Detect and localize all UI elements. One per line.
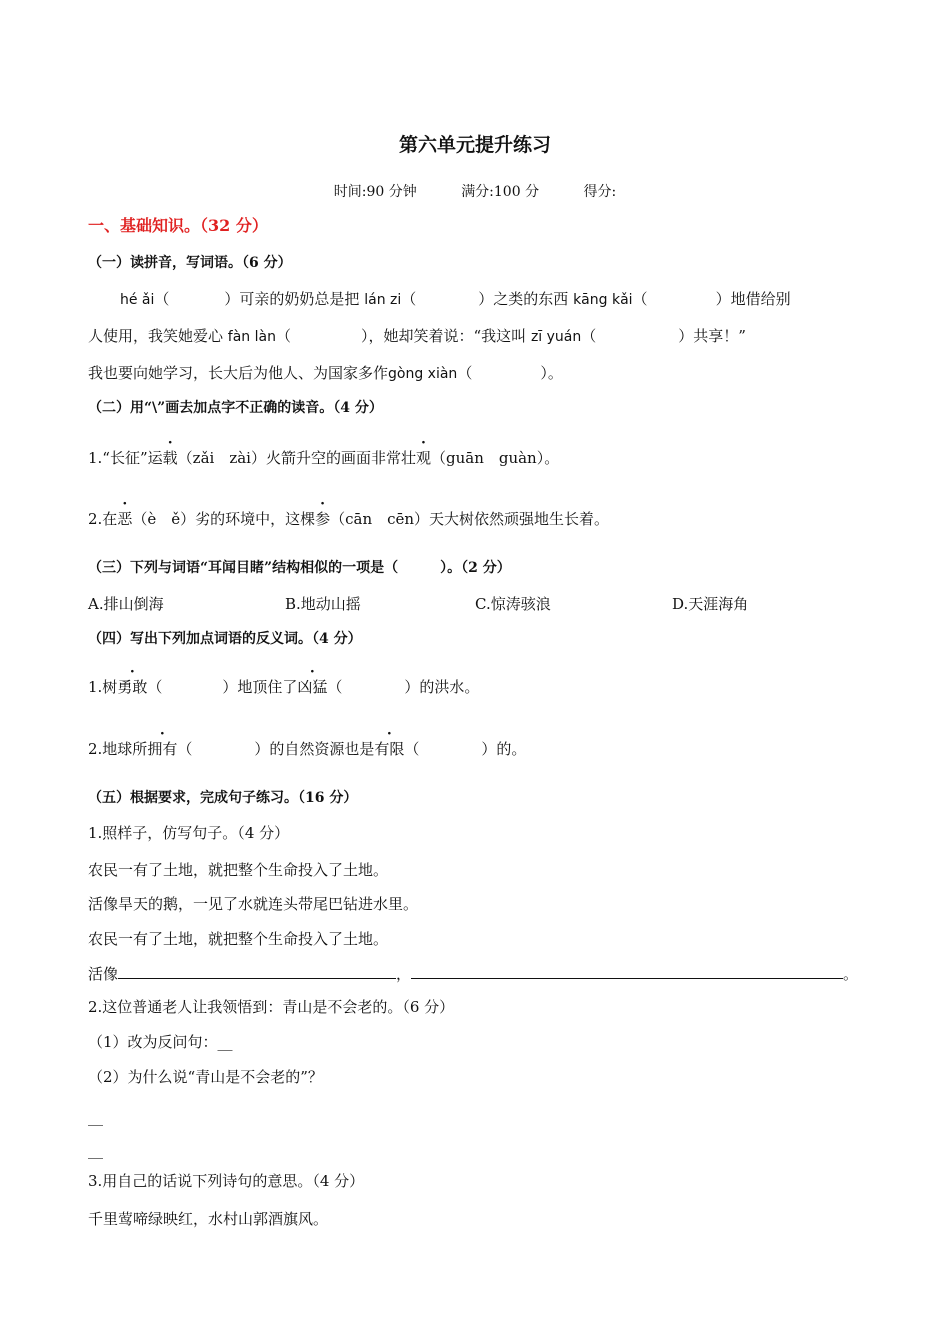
text: ），她却笑着说：“我这叫 — [361, 327, 527, 345]
q5-sub1: 1.照样子，仿写句子。（4 分） — [88, 824, 290, 842]
exam-meta — [0, 181, 950, 201]
pinyin: fàn làn — [227, 329, 276, 345]
example-sentence: 农民一有了土地，就把整个生命投入了土地。 — [88, 861, 389, 879]
dotted-char: 观 — [415, 449, 431, 467]
q2-heading: （二）用“\”画去加点字不正确的读音。（4 分） — [88, 400, 383, 416]
text: ）。 — [540, 364, 563, 382]
dotted-char: 载 — [162, 449, 178, 467]
text: 我也要向她学习，长大后为他人、为国家多作 — [88, 364, 389, 382]
pinyin: zī yuán — [530, 329, 582, 345]
option-b[interactable]: B.地动山摇 — [285, 595, 361, 613]
text: ）地顶住了 — [222, 678, 298, 696]
q4-heading: （四）写出下列加点词语的反义词。（4 分） — [88, 631, 362, 647]
page-title: 第六单元提升练习 — [398, 134, 551, 156]
dotted-word: 勇敢 — [117, 678, 148, 696]
q2-line2 — [88, 509, 609, 529]
q1-heading: （一）读拼音，写词语。（6 分） — [88, 255, 292, 271]
dotted-word: 拥有 — [147, 740, 178, 758]
pinyin: kāng kǎi — [573, 292, 633, 308]
dotted-word: 有限 — [374, 740, 405, 758]
dotted-word: 凶猛 — [297, 678, 328, 696]
dotted-char: 参 — [315, 510, 331, 528]
text: （cān cēn）天大树依然顽强地生长着。 — [330, 510, 610, 528]
text: 1.树 — [88, 678, 118, 696]
text: 1.“长征”运 — [88, 449, 163, 467]
poem-line: 千里莺啼绿映红，水村山郭酒旗风。 — [88, 1210, 329, 1228]
text: 2.地球所 — [88, 740, 148, 758]
text: ）的自然资源也是 — [254, 740, 375, 758]
section-heading: 一、基础知识。（32 分） — [88, 216, 268, 235]
q1-line1: hé ǎi（ ）可亲的奶奶总是把 lán zi（ ）之类的东西 kāng kǎi（ ）地借给别 — [120, 290, 791, 308]
text: 活像 — [88, 965, 119, 983]
time-limit: 时间:90 分钟 — [333, 184, 417, 200]
q1-line3: 我也要向她学习，长大后为他人、为国家多作gòng xiàn（ ）。 — [88, 364, 563, 382]
answer-blank[interactable] — [118, 963, 396, 979]
answer-blank[interactable]: __ — [88, 1141, 103, 1159]
fill-line — [88, 963, 858, 984]
q4-line2: 2.地球所拥有（ ）的自然资源也是有限（ ）的。 — [88, 740, 527, 758]
score-field: 得分: — [583, 184, 617, 200]
answer-blank[interactable] — [411, 963, 843, 979]
option-a[interactable]: A.排山倒海 — [88, 595, 164, 613]
option-c[interactable]: C.惊涛骇浪 — [475, 595, 551, 613]
option-d[interactable]: D.天涯海角 — [672, 595, 749, 613]
text: 人使用，我笑她爱心 — [88, 327, 224, 345]
example-sentence: 农民一有了土地，就把整个生命投入了土地。 — [88, 930, 389, 948]
text: ）可亲的奶奶总是把 — [224, 290, 360, 308]
answer-blank[interactable]: __ — [88, 1108, 103, 1126]
q5-sub2b: （2）为什么说“青山是不会老的”？ — [88, 1068, 323, 1086]
q5-sub2: 2.这位普通老人让我领悟到：青山是不会老的。（6 分） — [88, 998, 455, 1016]
text: 2.在 — [88, 510, 118, 528]
text: ）地借给别 — [715, 290, 791, 308]
q5-sub3: 3.用自己的话说下列诗句的意思。（4 分） — [88, 1172, 365, 1190]
q4-line1: 1.树勇敢（ ）地顶住了凶猛（ ）的洪水。 — [88, 678, 480, 696]
dotted-char: 恶 — [117, 510, 133, 528]
text: （zǎi zài）火箭升空的画面非常壮 — [177, 449, 416, 467]
text: ）共享！” — [678, 327, 746, 345]
pinyin: hé ǎi — [120, 292, 155, 308]
q3-heading: （三）下列与词语“耳闻目睹”结构相似的一项是（ ）。（2 分） — [88, 560, 511, 576]
text: 。 — [843, 965, 859, 983]
q1-line2: 人使用，我笑她爱心 fàn làn（ ），她却笑着说：“我这叫 zī yuán（ ）共享！” — [88, 327, 746, 345]
text: ）之类的东西 — [478, 290, 569, 308]
text: （guān guàn）。 — [430, 449, 560, 467]
text: ）的洪水。 — [404, 678, 480, 696]
q5-sub2a: （1）改为反问句：__ — [88, 1033, 233, 1051]
q5-heading: （五）根据要求，完成句子练习。（16 分） — [88, 790, 358, 806]
text: ）的。 — [481, 740, 527, 758]
text: （è ě）劣的环境中，这棵 — [132, 510, 316, 528]
full-score: 满分:100 分 — [461, 184, 540, 200]
q2-line1 — [88, 448, 559, 468]
pinyin: gòng xiàn — [388, 366, 458, 382]
example-sentence: 活像旱天的鹅，一见了水就连头带尾巴钻进水里。 — [88, 895, 419, 913]
pinyin: lán zi — [364, 292, 402, 308]
text: ， — [396, 965, 412, 983]
